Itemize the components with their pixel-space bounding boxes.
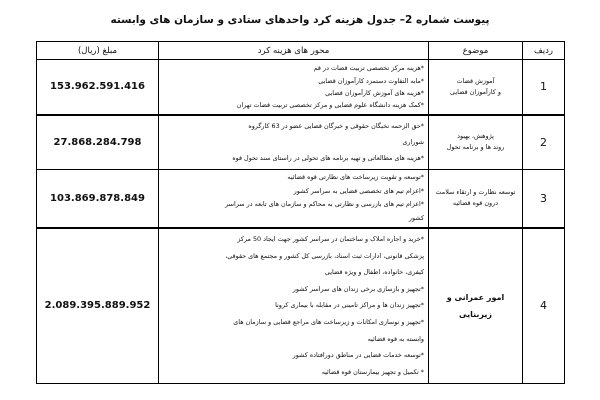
- header-amount: مبلغ (ریال): [37, 42, 159, 60]
- item-line: *اعزام تیم های تخصصی قضایی به سراسر کشور: [293, 186, 424, 195]
- item-line: *خرید و اجاره املاک و ساختمان در سراسر کشور جهت ایجاد 50 مرکز: [237, 235, 424, 244]
- subject-line: و کارآموزان قضایی: [450, 87, 501, 96]
- row-subject: [429, 228, 523, 384]
- row-subject: [429, 115, 523, 170]
- subject-line: امور عمرانی و: [446, 292, 505, 302]
- subject-line: پژوهش، بهبود: [457, 132, 494, 141]
- row-number: 1: [523, 60, 565, 115]
- item-line: *اعزام تیم های بازرسی و نظارتی به محاکم و سازمان های تابعه در سراسر: [225, 200, 424, 209]
- item-line: *تجهیز و بازسازی برخی زندان های سراسر کشور: [292, 284, 424, 293]
- subject-line: توسعه نظارت و ارتقاء سلامت: [435, 188, 516, 197]
- subject-line: درون قوه قضائیه: [452, 199, 499, 208]
- header-row-no: ردیف: [523, 42, 565, 60]
- item-line: *کمک هزینه دانشگاه علوم قضایی و مرکز تخصصی تربیت قضات تهران: [236, 100, 424, 109]
- document-title: پیوست شماره 2– جدول هزینه کرد واحدهای ستادی و سازمان های وابسته: [110, 14, 490, 26]
- row-amount: 153.962.591.416: [37, 60, 159, 115]
- row-amount: 2.089.395.889.952: [37, 228, 159, 384]
- item-line: *هزینه های مطالعاتی و تهیه برنامه های تحولی در راستای سند تحول قوه: [232, 154, 424, 163]
- subject-line: آموزش قضات: [456, 76, 495, 85]
- row-items: [159, 170, 429, 228]
- cost-table: [36, 41, 565, 384]
- item-line: *توسعه و تقویت زیرساخت های نظارتی قوه قضائیه: [287, 173, 424, 182]
- row-subject: [429, 60, 523, 115]
- header-subject: موضوع: [429, 42, 523, 60]
- row-number: 3: [523, 170, 565, 228]
- item-line: *هزینه مرکز تخصصی تربیت قضات در قم: [313, 64, 424, 73]
- item-line: وابسته به قوه قضائیه: [367, 334, 424, 343]
- item-line: *تجهیز زندان ها و مراکز تامینی در مقابله با بیماری کرونا: [275, 301, 424, 310]
- row-number: 4: [523, 228, 565, 384]
- row-amount: 103.869.878.849: [37, 170, 159, 228]
- row-items: [159, 228, 429, 384]
- table-header-row: [37, 42, 565, 60]
- item-line: *تجهیز و نوسازی امکانات و زیرساخت های مراجع قضایی و سازمان های: [233, 318, 424, 327]
- row-items: [159, 115, 429, 170]
- item-line: *مابه التفاوت دستمزد کارآموزان قضایی: [318, 76, 424, 85]
- subject-line: زیربنایی: [459, 309, 492, 319]
- table-row: [37, 170, 565, 228]
- table-row: [37, 60, 565, 115]
- row-number: 2: [523, 115, 565, 170]
- item-line: * تکمیل و تجهیز بیمارستان قوه قضائیه: [321, 367, 424, 376]
- item-line: شوراری: [402, 138, 424, 147]
- item-line: *توسعه خدمات قضایی در مناطق دورافتاده کشور: [292, 351, 424, 360]
- item-line: پزشکی قانونی، ادارات ثبت اسناد، بازرسی کل کشور و مجتمع های حقوقی،: [225, 251, 424, 260]
- subject-line: روند ها و برنامه تحول: [446, 143, 505, 152]
- row-subject: [429, 170, 523, 228]
- row-items: [159, 60, 429, 115]
- table-row: [37, 228, 565, 384]
- item-line: *هزینه های آموزش کارآموزان قضایی: [325, 88, 424, 97]
- table-row: [37, 115, 565, 170]
- item-line: *حق الزحمه نخبگان حقوقی و خبرگان قضایی عضو در 63 کارگروه: [248, 122, 424, 131]
- header-axis: محور های هزینه کرد: [159, 42, 429, 60]
- item-line: کشور: [408, 213, 424, 222]
- row-amount: 27.868.284.798: [37, 115, 159, 170]
- item-line: کیفری، خانواده، اطفال و ویژه قضایی: [324, 268, 424, 277]
